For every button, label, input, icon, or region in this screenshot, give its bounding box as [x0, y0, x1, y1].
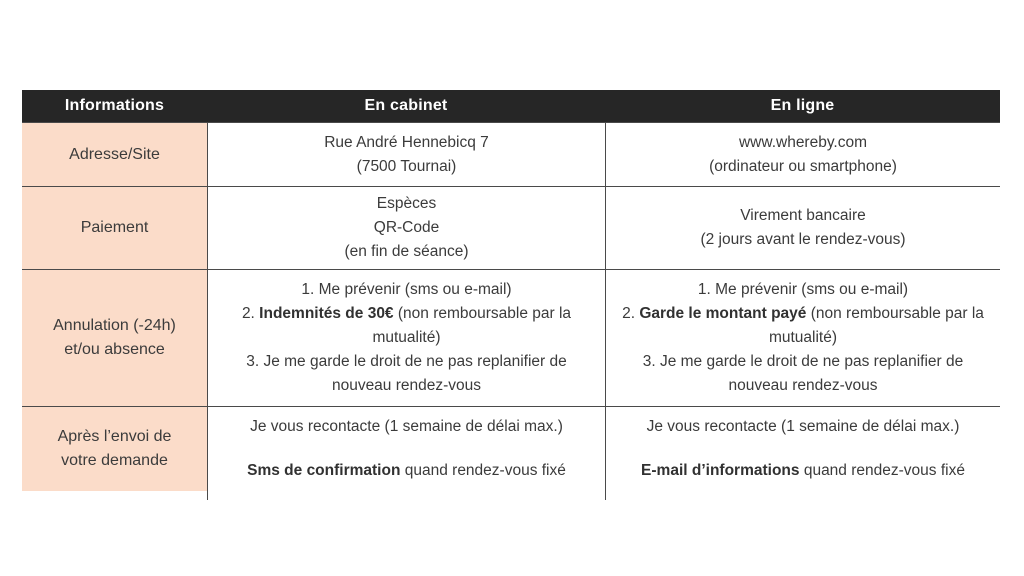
- cell-text: quand rendez-vous fixé: [799, 462, 965, 479]
- confirmation-line: [247, 459, 566, 483]
- row-label-adresse: [22, 123, 207, 186]
- item-prefix: 2.: [622, 305, 640, 322]
- confirmation-line: [641, 459, 965, 483]
- header-en-ligne: En ligne: [770, 97, 835, 114]
- table-row-annulation: [22, 269, 1000, 406]
- cell-annulation-cabinet: [207, 270, 605, 406]
- extension-col1: [22, 491, 207, 500]
- bold-text: Sms de confirmation: [247, 462, 401, 479]
- cell-adresse-online: [605, 123, 1000, 186]
- item-text: 3. Je me garde le droit de ne pas replanifier de nouveau rendez-vous: [246, 353, 567, 394]
- bold-text: E-mail d’informations: [641, 462, 800, 479]
- item-text: (non remboursable par la mutualité): [768, 305, 984, 346]
- cell-line: QR-Code: [373, 219, 440, 236]
- header-informations: Informations: [64, 97, 165, 114]
- row-label-apres-envoi: [22, 407, 207, 491]
- cell-line: Je vous recontacte (1 semaine de délai max.): [250, 418, 563, 435]
- label-line: Après l’envoi de: [57, 428, 172, 445]
- list-item-2: [616, 302, 990, 350]
- cell-line: (ordinateur ou smartphone): [709, 157, 897, 175]
- item-text: 3. Je me garde le droit de ne pas replanifier de nouveau rendez-vous: [642, 353, 964, 394]
- cell-annulation-online: [605, 270, 1000, 406]
- item-text: 1. Me prévenir (sms ou e-mail): [697, 281, 909, 298]
- item-bold-text: Indemnités de 30€: [259, 305, 394, 322]
- header-en-cabinet: En cabinet: [364, 97, 448, 114]
- label-line: Paiement: [80, 219, 149, 236]
- cell-line: Espèces: [376, 195, 437, 212]
- cell-line: (en fin de séance): [344, 243, 469, 260]
- list-item-2: [218, 302, 595, 350]
- cell-apres-envoi-online: [605, 407, 1000, 491]
- item-text: 1. Me prévenir (sms ou e-mail): [301, 281, 512, 298]
- column-line-extension: [22, 491, 1000, 500]
- cell-paiement-cabinet: [207, 187, 605, 269]
- cell-line: (2 jours avant le rendez-vous): [700, 231, 906, 248]
- label-line: Annulation (-24h): [53, 317, 176, 334]
- label-line: votre demande: [61, 452, 168, 469]
- extension-col2: [207, 491, 605, 500]
- cell-apres-envoi-cabinet: [207, 407, 605, 491]
- extension-col3: [605, 491, 1000, 500]
- table-row-adresse: [22, 122, 1000, 186]
- table-row-paiement: [22, 186, 1000, 269]
- cell-line: (7500 Tournai): [356, 157, 457, 175]
- row-label-paiement: [22, 187, 207, 269]
- list-item-3: [218, 350, 595, 398]
- cell-line: Je vous recontacte (1 semaine de délai max.): [646, 418, 960, 435]
- cell-text: quand rendez-vous fixé: [400, 462, 566, 479]
- item-prefix: 2.: [241, 305, 260, 322]
- label-line: Adresse/Site: [69, 145, 160, 163]
- appointments-info-table: [22, 90, 1000, 500]
- list-item-1: [698, 278, 908, 302]
- item-bold-text: Garde le montant payé: [639, 305, 807, 322]
- list-item-3: [616, 350, 990, 398]
- item-text: (non remboursable par la mutualité): [372, 305, 572, 346]
- table-row-apres-envoi: [22, 406, 1000, 491]
- cell-line: Rue André Hennebicq 7: [324, 133, 489, 151]
- table-header-row: [22, 90, 1000, 122]
- website-url: www.whereby.com: [738, 133, 868, 151]
- cell-paiement-online: [605, 187, 1000, 269]
- label-line: et/ou absence: [64, 341, 165, 358]
- row-label-annulation: [22, 270, 207, 406]
- list-item-1: [301, 278, 511, 302]
- cell-adresse-cabinet: [207, 123, 605, 186]
- cell-line: Virement bancaire: [740, 207, 866, 224]
